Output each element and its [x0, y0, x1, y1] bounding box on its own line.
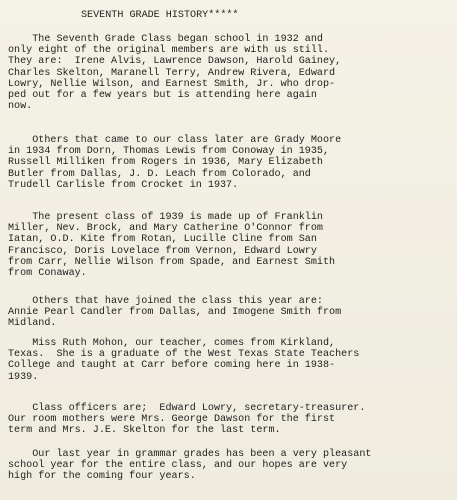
paragraph-line: Our last year in grammar grades has been a very pleasant [8, 449, 372, 460]
paragraph-line: in 1934 from Dorn, Thomas Lewis from Conoway in 1935, [8, 146, 330, 158]
paragraph-line: term and Mrs. J.E. Skelton for the last term. [8, 425, 281, 437]
paragraph-line: Others that have joined the class this year are: [8, 296, 323, 307]
paragraph-closing [8, 449, 454, 483]
paragraph-line: They are: Irene Alvis, Lawrence Dawson, Harold Gainey, [8, 56, 342, 68]
paragraph-line: Butler from Dallas, J. D. Leach from Colorado, and [8, 168, 311, 180]
paragraph-line: Class officers are; Edward Lowry, secretary-treasurer. [8, 403, 366, 414]
paragraph-line: from Conaway. [8, 267, 87, 279]
paragraph-joined-this-year [8, 296, 454, 330]
paragraph-line: now. [8, 101, 33, 113]
paragraph-line: Miller, Nev. Brock, and Mary Catherine O'Connor from [8, 223, 323, 235]
paragraph-line: Trudell Carlisle from Crocket in 1937. [8, 179, 239, 191]
paragraph-line: only eight of the original members are with us still. [8, 45, 330, 57]
paragraph-line: Texas. She is a graduate of the West Texas State Teachers [8, 349, 360, 361]
paragraph-class-officers [8, 403, 454, 437]
paragraph-line: Midland. [8, 318, 57, 330]
paragraph-original-members [8, 34, 454, 112]
paragraph-teacher [8, 338, 454, 383]
paragraph-line: Our room mothers were Mrs. George Dawson for the first [8, 414, 336, 426]
paragraph-later-arrivals [8, 135, 454, 191]
paragraph-line: high for the coming four years. [8, 471, 196, 483]
paragraph-line: Russell Milliken from Rogers in 1936, Mary Elizabeth [8, 157, 323, 169]
paragraph-line: Annie Pearl Candler from Dallas, and Imogene Smith from [8, 307, 342, 319]
paragraph-line: school year for the entire class, and our hopes are very [8, 460, 348, 472]
paragraph-line: Miss Ruth Mohon, our teacher, comes from Kirkland, [8, 338, 336, 349]
paragraph-line: from Carr, Nellie Wilson from Spade, and Earnest Smith [8, 256, 336, 268]
paragraph-line: Others that came to our class later are Grady Moore [8, 135, 342, 146]
paragraph-line: The present class of 1939 is made up of Franklin [8, 212, 323, 223]
paragraph-line: College and taught at Carr before coming here in 1938- [8, 360, 336, 372]
paragraph-line: Francisco, Doris Lovelace from Vernon, Edward Lowry [8, 245, 317, 257]
page-title: SEVENTH GRADE HISTORY***** [81, 10, 239, 21]
paragraph-line: 1939. [8, 371, 39, 383]
paragraph-line: The Seventh Grade Class began school in 1932 and [8, 34, 323, 45]
paragraph-line: ped out for a few years but is attending here again [8, 89, 317, 101]
paragraph-line: Charles Skelton, Maranell Terry, Andrew Rivera, Edward [8, 67, 336, 79]
paragraph-line: Lowry, Nellie Wilson, and Earnest Smith, Jr. who drop- [8, 78, 336, 90]
paragraph-line: Iatan, O.D. Kite from Rotan, Lucille Cline from San [8, 234, 317, 246]
paragraph-present-class [8, 212, 454, 279]
